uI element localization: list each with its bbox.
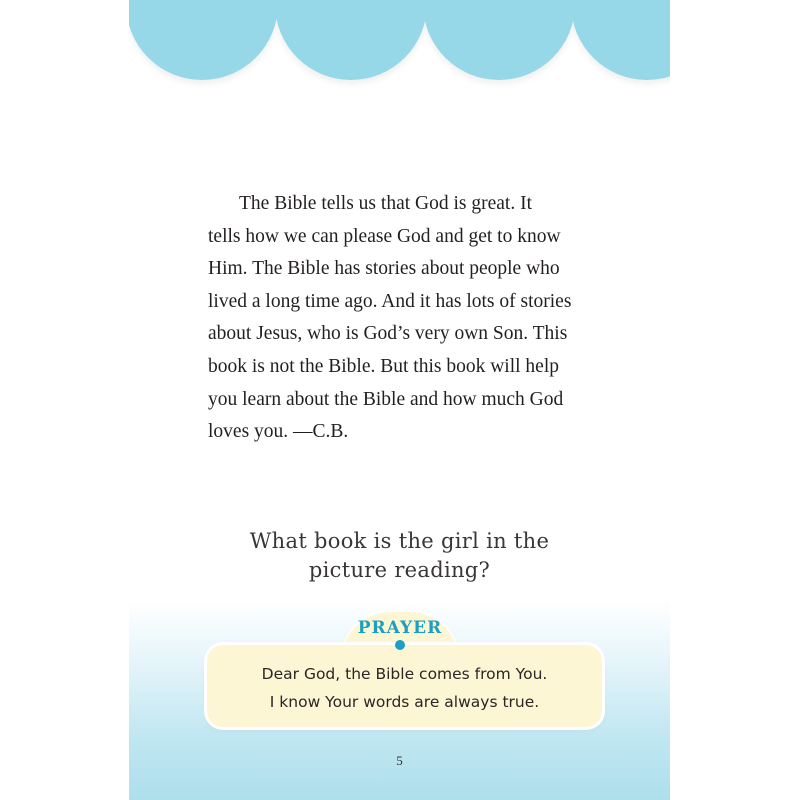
paragraph-line: you learn about the Bible and how much God <box>208 388 564 410</box>
paragraph-line: lived a long time ago. And it has lots of stories <box>208 290 572 312</box>
book-page <box>129 0 670 800</box>
paragraph-line: The Bible tells us that God is great. It <box>239 193 532 214</box>
paragraph-line: loves you. —C.B. <box>208 421 349 443</box>
paragraph-line: about Jesus, who is God’s very own Son. This <box>208 323 568 345</box>
page-number: 5 <box>396 753 403 768</box>
prayer-heading: PRAYER <box>357 618 443 638</box>
paragraph-line: tells how we can please God and get to know <box>208 225 561 247</box>
question-line: picture reading? <box>308 558 491 582</box>
paragraph-line: book is not the Bible. But this book will help <box>208 355 559 377</box>
question-prompt <box>129 527 670 585</box>
prayer-line: Dear God, the Bible comes from You. <box>261 665 548 683</box>
prayer-text <box>207 660 602 716</box>
paragraph-line: Him. The Bible has stories about people who <box>208 258 560 280</box>
intro-paragraph <box>208 188 628 449</box>
dot-icon <box>395 640 405 650</box>
scallop-border-decoration <box>129 0 670 100</box>
prayer-line: I know Your words are always true. <box>269 693 540 711</box>
question-line: What book is the girl in the <box>249 529 550 553</box>
